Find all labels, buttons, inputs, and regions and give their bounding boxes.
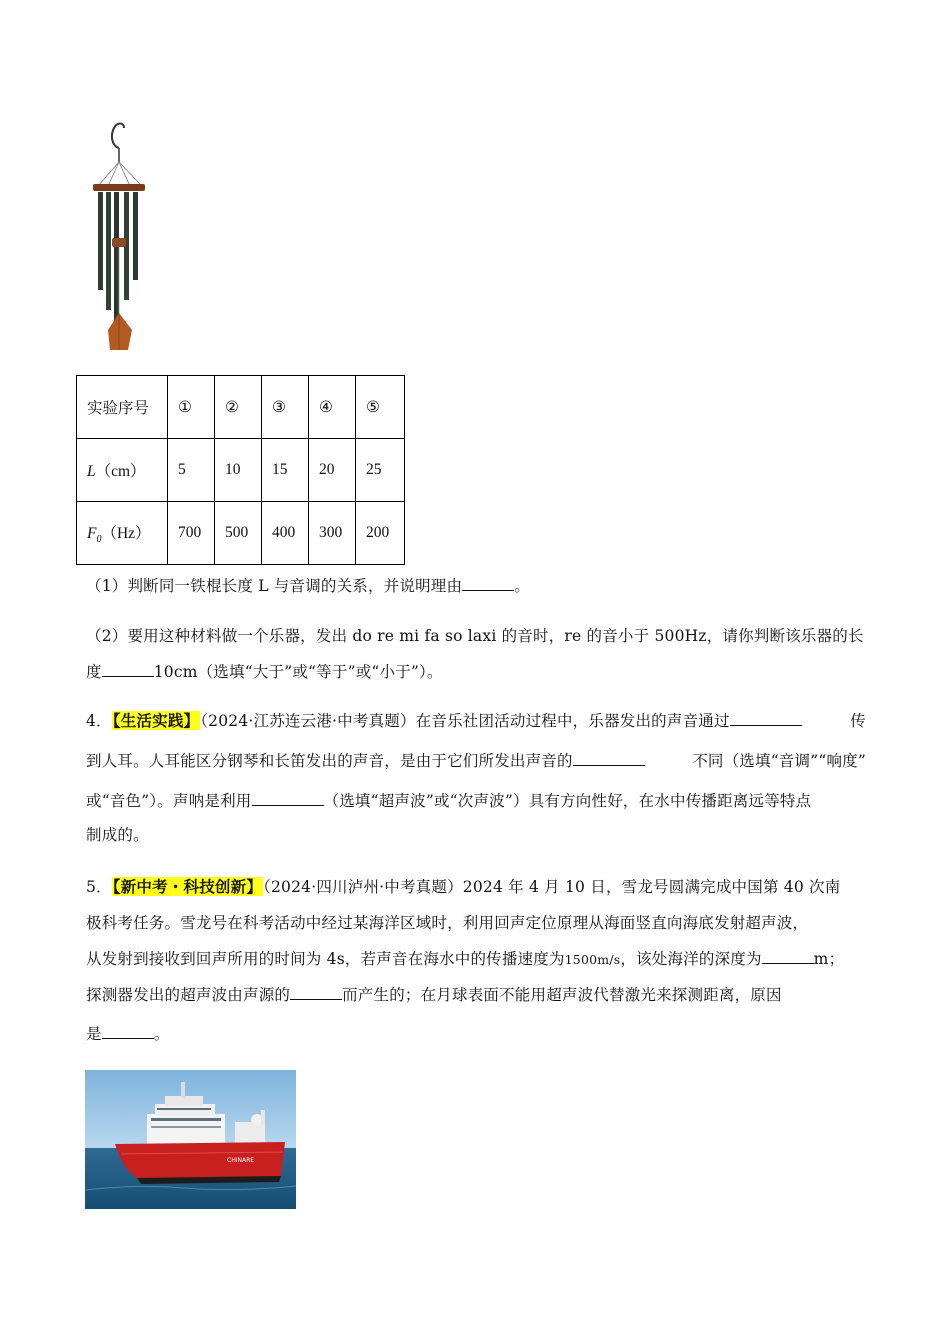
table-cell: 500 — [215, 502, 262, 565]
q4-line1 — [86, 704, 866, 738]
question-tag-badge: 【新中考・科技创新】 — [112, 877, 263, 896]
q5-text: ，该处海洋的深度为 — [620, 950, 762, 968]
q5-text-end: m； — [813, 950, 845, 968]
q5-line4 — [86, 978, 866, 1012]
row-label-unit: （cm） — [95, 463, 146, 480]
q4-text: （2024·江苏连云港·中考真题）在音乐社团活动过程中，乐器发出的声音通过 — [200, 712, 730, 730]
question-number: 4． — [86, 712, 112, 730]
q3-part2-text: 度 — [86, 663, 102, 681]
table-cell: 200 — [356, 502, 405, 565]
row-label-symbol: L — [87, 463, 96, 480]
q5-line5 — [86, 1017, 866, 1051]
experiment-table — [76, 375, 405, 565]
table-cell: 25 — [356, 439, 405, 502]
table-cell: 20 — [309, 439, 356, 502]
row-label-symbol: F — [87, 524, 97, 542]
q4-text-end: 不同（选填“音调”“响度” — [692, 752, 866, 770]
table-cell: 400 — [262, 502, 309, 565]
q5-text: 是 — [86, 1025, 102, 1043]
q5-text: 从发射到接收到回声所用的时间为 4s，若声音在海水中的传播速度为 — [86, 950, 565, 968]
answer-blank[interactable] — [462, 574, 514, 591]
answer-blank[interactable] — [573, 749, 645, 766]
q5-text: （2024·四川泸州·中考真题）2024 年 4 月 10 日，雪龙号圆满完成中国第 40 次南 — [263, 878, 841, 896]
q3-part2-line2 — [86, 655, 866, 689]
q5-line2: 极科考任务。雪龙号在科考活动中经过某海洋区域时，利用回声定位原理从海面竖直向海底发射超声波， — [86, 914, 809, 932]
table-header-cell: ④ — [309, 376, 356, 439]
table-cell: 300 — [309, 502, 356, 565]
q4-line3 — [86, 784, 866, 818]
icebreaker-ship-image — [85, 1070, 296, 1209]
table-cell: 15 — [262, 439, 309, 502]
row-label-frequency — [77, 502, 168, 565]
table-header-cell: 实验序号 — [77, 376, 168, 439]
question-number: 5． — [86, 878, 112, 896]
answer-blank[interactable] — [102, 1022, 154, 1039]
table-row — [77, 376, 405, 439]
q5-line3 — [86, 942, 866, 977]
row-label-subscript: 0 — [96, 534, 102, 546]
answer-blank[interactable] — [252, 789, 324, 806]
q4-line4: 制成的。 — [86, 826, 149, 844]
table-row — [77, 502, 405, 565]
q4-line2-left — [86, 744, 645, 778]
wind-chime-image — [88, 118, 158, 358]
answer-blank[interactable] — [762, 947, 814, 964]
q5-line1 — [86, 870, 866, 904]
q5-text-end: 而产生的；在月球表面不能用超声波代替激光来探测距离，原因 — [342, 986, 782, 1004]
q5-speed: 1500m/s — [564, 952, 621, 967]
table-cell: 10 — [215, 439, 262, 502]
hull-text: CHINARE — [227, 1157, 255, 1164]
q4-text-end: 传 — [850, 712, 866, 730]
question-tag-badge: 【生活实践】 — [112, 711, 200, 730]
q4-text: 或“音色”）。声呐是利用 — [86, 792, 252, 810]
table-header-cell: ② — [215, 376, 262, 439]
table-header-cell: ③ — [262, 376, 309, 439]
q4-line1-left — [86, 704, 802, 738]
q3-part2-text-end: 10cm（选填“大于”或“等于”或“小于”）。 — [153, 663, 443, 681]
q4-text: 到人耳。人耳能区分钢琴和长笛发出的声音，是由于它们所发出声音的 — [86, 752, 573, 770]
q5-text-end: 。 — [153, 1025, 170, 1043]
answer-blank[interactable] — [290, 983, 342, 1000]
q3-part1-text: （1）判断同一铁棍长度 L 与音调的关系，并说明理由 — [86, 577, 463, 595]
table-row — [77, 439, 405, 502]
row-label-length — [77, 439, 168, 502]
table-cell: 700 — [168, 502, 215, 565]
q5-text: 探测器发出的超声波由声源的 — [86, 986, 291, 1004]
table-header-cell: ① — [168, 376, 215, 439]
table-cell: 5 — [168, 439, 215, 502]
q3-part2-line1: （2）要用这种材料做一个乐器，发出 do re mi fa so laxi 的音时，re 的音小于 500Hz，请你判断该乐器的长 — [86, 627, 864, 645]
answer-blank[interactable] — [730, 709, 802, 726]
q3-part1 — [86, 569, 866, 603]
table-header-cell: ⑤ — [356, 376, 405, 439]
q4-line2 — [86, 744, 866, 778]
answer-blank[interactable] — [102, 660, 154, 677]
q4-text-end: （选填“超声波”或“次声波”）具有方向性好，在水中传播距离远等特点 — [323, 792, 812, 810]
q3-part1-end: 。 — [514, 577, 530, 595]
row-label-unit: （Hz） — [101, 524, 151, 542]
